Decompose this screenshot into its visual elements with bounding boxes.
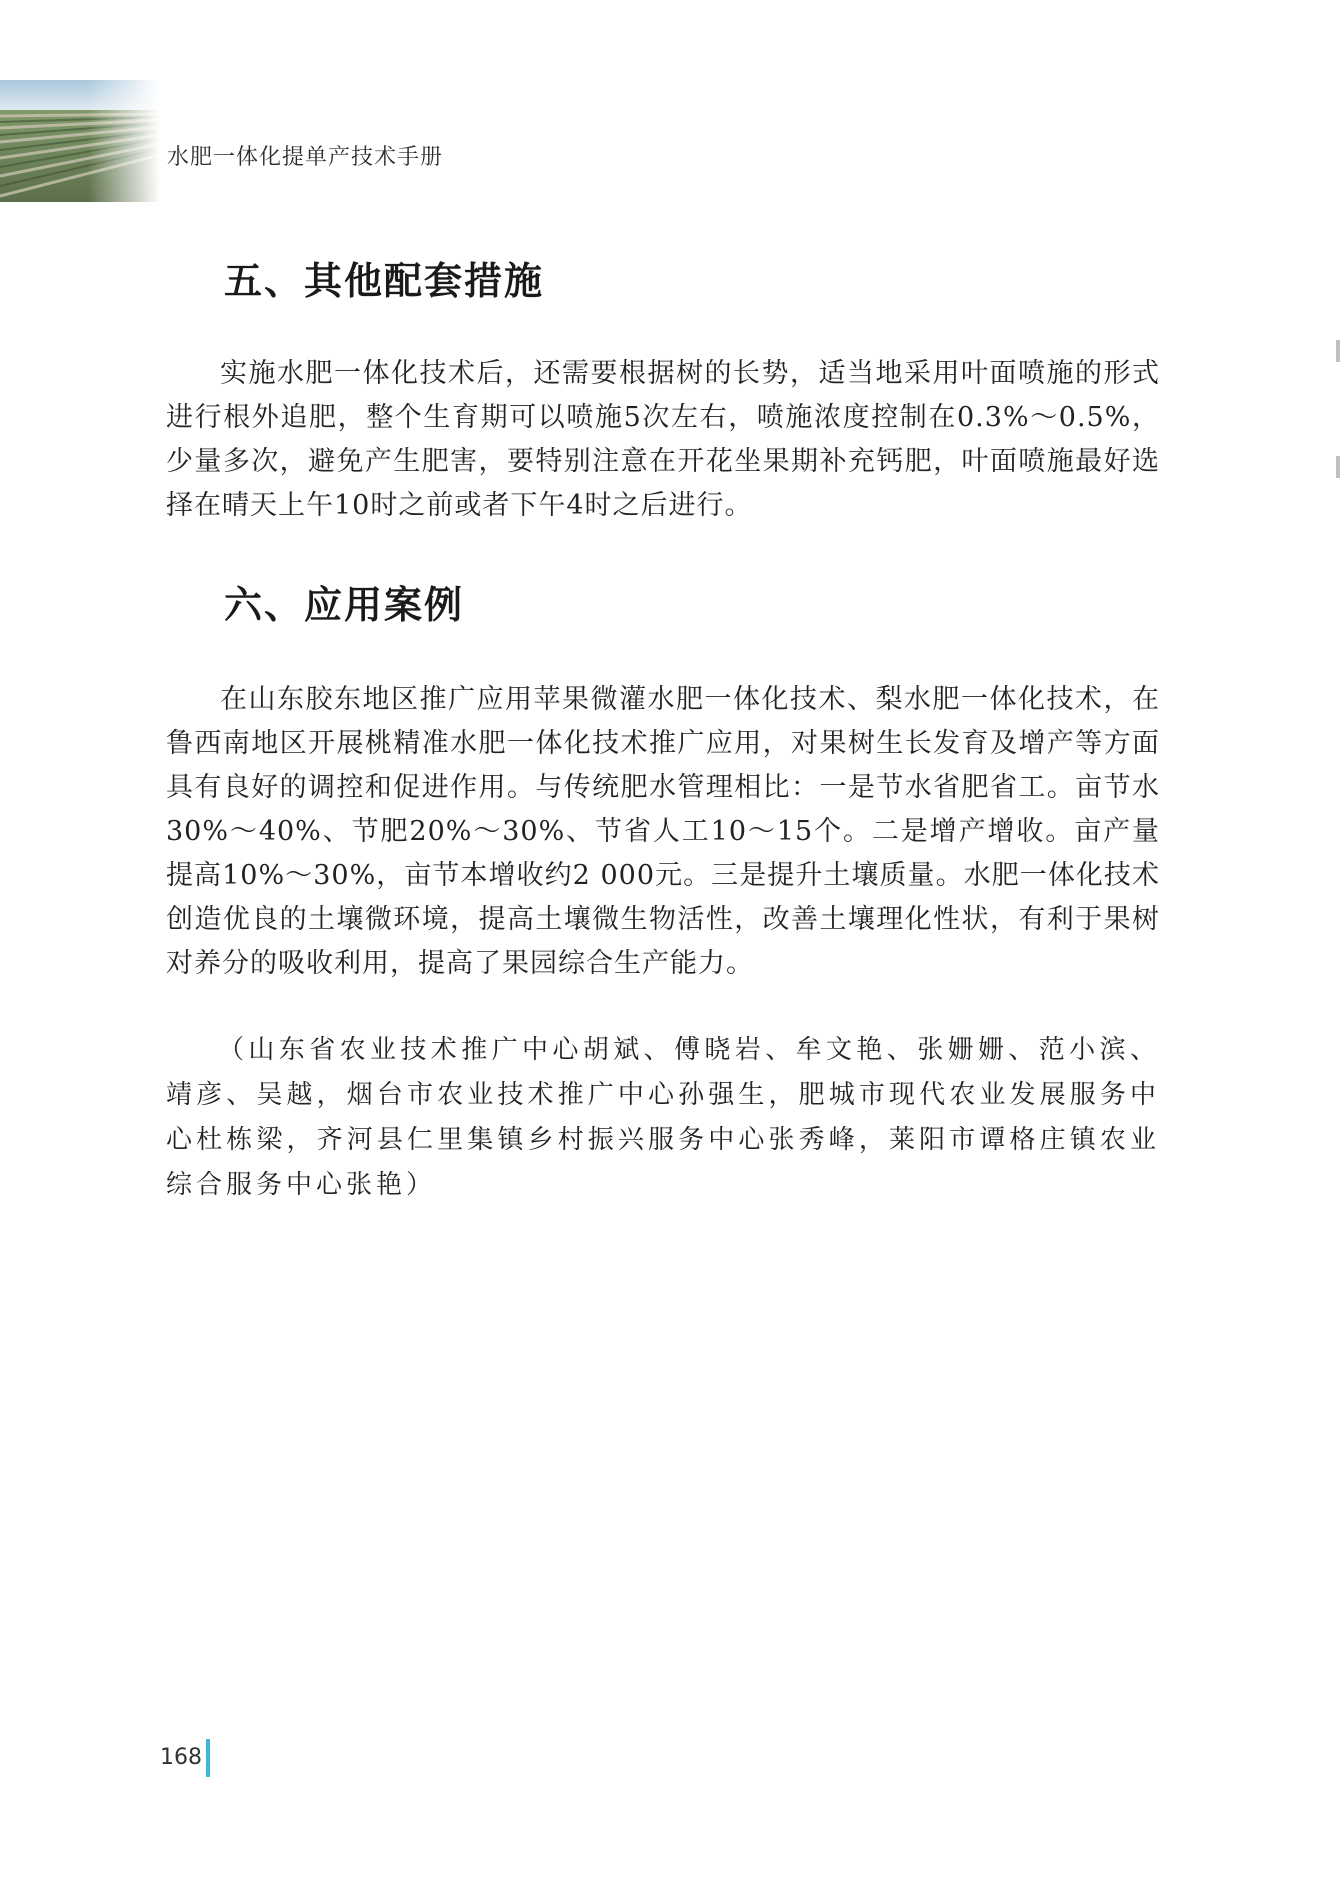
page-content <box>166 250 1160 1208</box>
page-number-bar <box>206 1739 210 1777</box>
paragraph: 实施水肥一体化技术后，还需要根据树的长势，适当地采用叶面喷施的形式进行根外追肥，整个生育期可以喷施5次左右，喷施浓度控制在0.3%～0.5%，少量多次，避免产生肥害，要特别注意在开花坐果期补充钙肥，叶面喷施最好选择在晴天上午10时之前或者下午4时之后进行。 <box>166 358 1160 521</box>
section-title: 六、应用案例 <box>224 583 465 627</box>
section-other-measures <box>166 250 1160 528</box>
page-number: 168 <box>160 1745 202 1770</box>
section-application-cases <box>166 574 1160 986</box>
edge-mark <box>1336 340 1340 362</box>
running-head-title: 水肥一体化提单产技术手册 <box>167 145 444 170</box>
paragraph: 在山东胶东地区推广应用苹果微灌水肥一体化技术、梨水肥一体化技术，在鲁西南地区开展桃精准水肥一体化技术推广应用，对果树生长发育及增产等方面具有良好的调控和促进作用。与传统肥水管理相比：一是节水省肥省工。亩节水30%～40%、节肥20%～30%、节省人工10～15个。二是增产增收。亩产量提高10%～30%，亩节本增收约2 000元。三是提升土壤质量。水肥一体化技术创造优良的土壤微环境，提高土壤微生物活性，改善土壤理化性状，有利于果树对养分的吸收利用，提高了果园综合生产能力。 <box>166 684 1160 979</box>
section-title: 五、其他配套措施 <box>224 259 545 303</box>
header-field-photo <box>0 80 160 202</box>
edge-mark <box>1336 456 1340 478</box>
author-credits: （山东省农业技术推广中心胡斌、傅晓岩、牟文艳、张姗姗、范小滨、靖彦、吴越，烟台市农业技术推广中心孙强生，肥城市现代农业发展服务中心杜栋梁，齐河县仁里集镇乡村振兴服务中心张秀峰，莱阳市谭格庄镇农业综合服务中心张艳） <box>166 1035 1160 1200</box>
